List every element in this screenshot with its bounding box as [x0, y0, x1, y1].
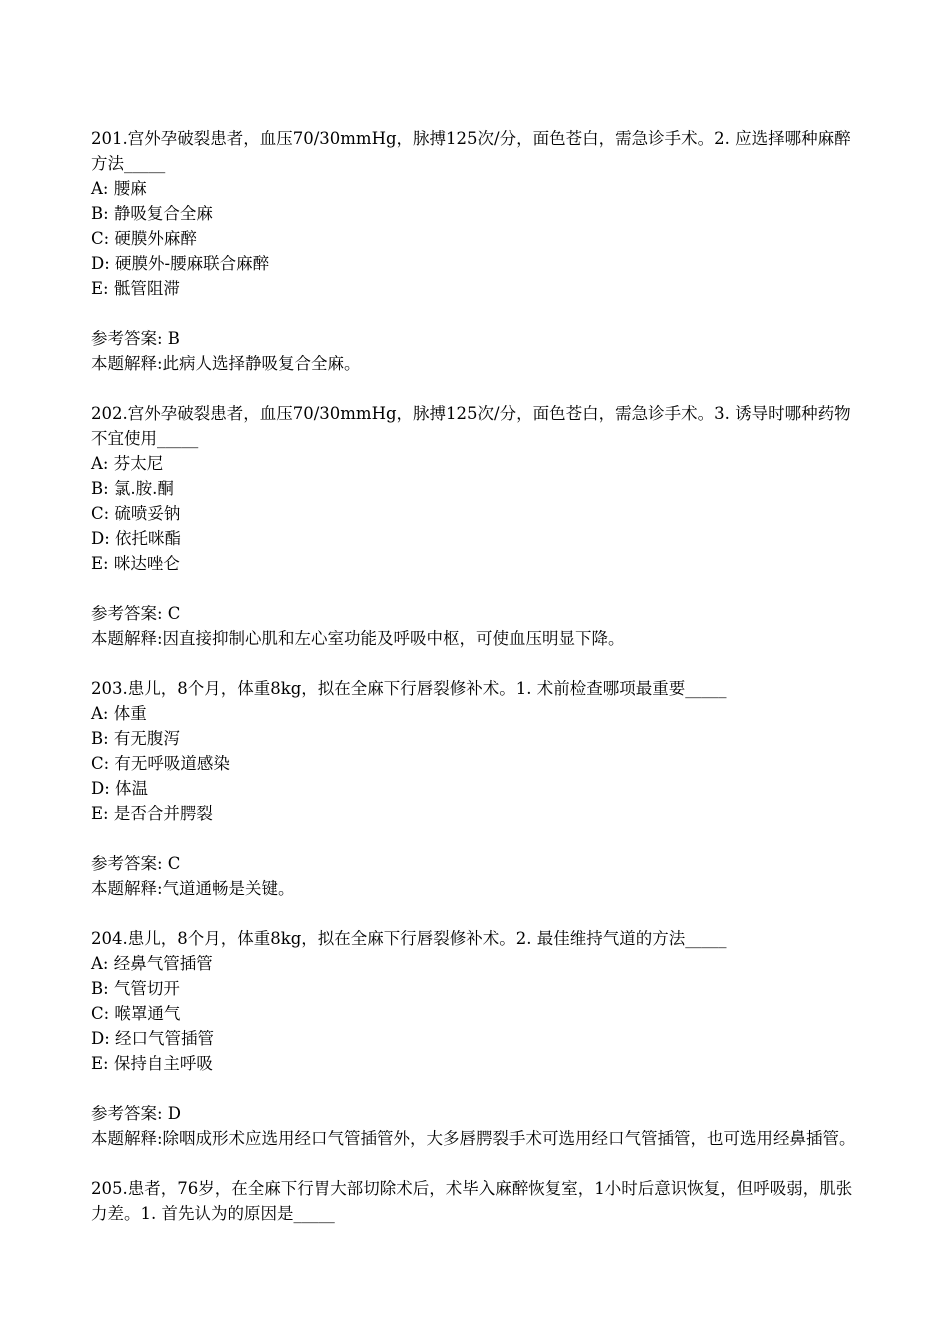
option-c: C: 有无呼吸道感染: [91, 754, 230, 773]
reference-answer: 参考答案: C: [91, 604, 181, 623]
option-e: E: 是否合并腭裂: [91, 804, 213, 823]
option-d: D: 硬膜外-腰麻联合麻醉: [91, 254, 270, 273]
question-list: [91, 126, 861, 1251]
option-e: E: 保持自主呼吸: [91, 1054, 213, 1073]
explanation: 本题解释:除咽成形术应选用经口气管插管外，大多唇腭裂手术可选用经口气管插管，也可选用经鼻插管。: [91, 1129, 856, 1148]
option-e: E: 咪达唑仑: [91, 554, 180, 573]
question-205: [91, 1176, 861, 1226]
option-a: A: 腰麻: [91, 179, 147, 198]
option-a: A: 芬太尼: [91, 454, 164, 473]
question-stem: 204.患儿，8个月，体重8kg，拟在全麻下行唇裂修补术。2. 最佳维持气道的方法_____: [91, 929, 727, 948]
explanation: 本题解释:因直接抑制心肌和左心室功能及呼吸中枢，可使血压明显下降。: [91, 629, 625, 648]
option-e: E: 骶管阻滞: [91, 279, 180, 298]
option-c: C: 硬膜外麻醉: [91, 229, 197, 248]
reference-answer: 参考答案: D: [91, 1104, 182, 1123]
option-b: B: 静吸复合全麻: [91, 204, 213, 223]
reference-answer: 参考答案: B: [91, 329, 180, 348]
option-d: D: 依托咪酯: [91, 529, 182, 548]
question-204: [91, 926, 861, 1151]
option-c: C: 喉罩通气: [91, 1004, 181, 1023]
reference-answer: 参考答案: C: [91, 854, 181, 873]
question-203: [91, 676, 861, 901]
question-stem: 201.宫外孕破裂患者，血压70/30mmHg，脉搏125次/分，面色苍白，需急诊手术。2. 应选择哪种麻醉方法_____: [91, 129, 851, 173]
question-201: [91, 126, 861, 376]
explanation: 本题解释:气道通畅是关键。: [91, 879, 295, 898]
question-202: [91, 401, 861, 651]
option-d: D: 经口气管插管: [91, 1029, 215, 1048]
option-b: B: 氯.胺.酮: [91, 479, 174, 498]
explanation: 本题解释:此病人选择静吸复合全麻。: [91, 354, 361, 373]
question-stem: 205.患者，76岁，在全麻下行胃大部切除术后，术毕入麻醉恢复室，1小时后意识恢复，但呼吸弱，肌张力差。1. 首先认为的原因是_____: [91, 1179, 853, 1223]
option-b: B: 有无腹泻: [91, 729, 180, 748]
option-b: B: 气管切开: [91, 979, 180, 998]
question-stem: 203.患儿，8个月，体重8kg，拟在全麻下行唇裂修补术。1. 术前检查哪项最重要_____: [91, 679, 727, 698]
option-c: C: 硫喷妥钠: [91, 504, 181, 523]
option-d: D: 体温: [91, 779, 149, 798]
option-a: A: 经鼻气管插管: [91, 954, 213, 973]
option-a: A: 体重: [91, 704, 147, 723]
question-stem: 202.宫外孕破裂患者，血压70/30mmHg，脉搏125次/分，面色苍白，需急诊手术。3. 诱导时哪种药物不宜使用_____: [91, 404, 851, 448]
